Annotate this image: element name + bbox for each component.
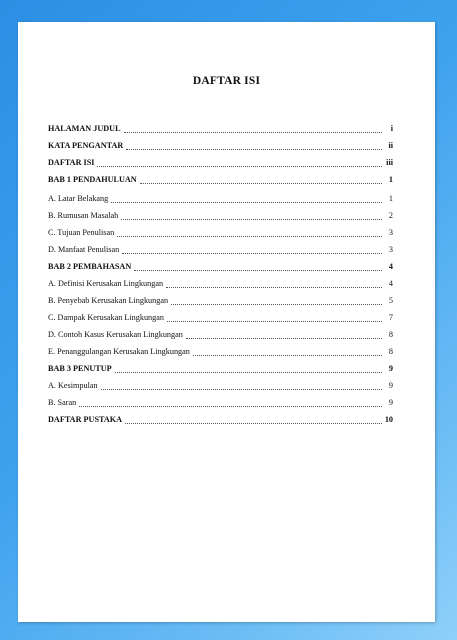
- dot-leader: [121, 219, 382, 220]
- toc-entry-page-number: 5: [388, 296, 393, 305]
- toc-entry: [48, 211, 393, 223]
- dot-leader: [124, 132, 382, 133]
- toc-entry: [48, 364, 393, 376]
- toc-entry-page-number: i: [390, 124, 393, 133]
- toc-entry-page-number: 3: [388, 245, 393, 254]
- toc-entry: [48, 398, 393, 410]
- toc-entry: [48, 194, 393, 206]
- toc-entry: [48, 175, 393, 187]
- toc-entry-label: BAB 3 PENUTUP: [48, 364, 112, 373]
- dot-leader: [101, 389, 382, 390]
- dot-leader: [140, 183, 382, 184]
- dot-leader: [134, 270, 382, 271]
- toc-entry-page-number: 8: [388, 330, 393, 339]
- dot-leader: [97, 166, 382, 167]
- dot-leader: [167, 321, 382, 322]
- toc-entry: [48, 381, 393, 393]
- toc-entry-page-number: 8: [388, 347, 393, 356]
- dot-leader: [193, 355, 382, 356]
- dot-leader: [171, 304, 382, 305]
- toc-entry: [48, 347, 393, 359]
- dot-leader: [186, 338, 382, 339]
- toc-entry-label: C. Dampak Kerusakan Lingkungan: [48, 313, 164, 322]
- toc-entry: [48, 228, 393, 240]
- toc-entry-page-number: 9: [388, 364, 393, 373]
- dot-leader: [126, 149, 382, 150]
- toc-entry-label: D. Manfaat Penulisan: [48, 245, 120, 254]
- toc-entry-label: DAFTAR ISI: [48, 158, 95, 167]
- toc-entry-label: A. Latar Belakang: [48, 194, 109, 203]
- toc-entry-page-number: iii: [386, 158, 393, 167]
- toc-entry-label: HALAMAN JUDUL: [48, 124, 121, 133]
- toc-entry-page-number: 7: [388, 313, 393, 322]
- toc-entry-label: B. Penyebab Kerusakan Lingkungan: [48, 296, 169, 305]
- toc-entry: [48, 245, 393, 257]
- toc-entry-page-number: 4: [388, 262, 393, 271]
- dot-leader: [125, 423, 382, 424]
- toc-entry: [48, 330, 393, 342]
- toc-entry-label: B. Rumusan Masalah: [48, 211, 119, 220]
- toc-entry-label: E. Penanggulangan Kerusakan Lingkungan: [48, 347, 190, 356]
- document-page: [18, 22, 435, 622]
- dot-leader: [79, 406, 382, 407]
- toc-entry: [48, 141, 393, 153]
- toc-entry: [48, 415, 393, 427]
- dot-leader: [122, 253, 382, 254]
- dot-leader: [115, 372, 382, 373]
- toc-entry: [48, 296, 393, 308]
- toc-entry-label: KATA PENGANTAR: [48, 141, 124, 150]
- toc-entry-label: B. Saran: [48, 398, 77, 407]
- toc-entry: [48, 262, 393, 274]
- toc-entry: [48, 158, 393, 170]
- toc-entry-label: DAFTAR PUSTAKA: [48, 415, 123, 424]
- toc-entry: [48, 124, 393, 136]
- toc-entry-page-number: 1: [388, 194, 393, 203]
- toc-entry-page-number: 9: [388, 381, 393, 390]
- toc-entry-label: BAB 2 PEMBAHASAN: [48, 262, 132, 271]
- toc-entry-label: BAB 1 PENDAHULUAN: [48, 175, 137, 184]
- toc-entry-page-number: 10: [384, 415, 393, 424]
- toc-entry: [48, 279, 393, 291]
- dot-leader: [111, 202, 382, 203]
- toc-entry-label: D. Contoh Kasus Kerusakan Lingkungan: [48, 330, 183, 339]
- toc-entry-label: C. Tujuan Penulisan: [48, 228, 115, 237]
- toc-entry-page-number: 2: [388, 211, 393, 220]
- toc-entry-page-number: 1: [388, 175, 393, 184]
- toc-entry-label: A. Definisi Kerusakan Lingkungan: [48, 279, 164, 288]
- toc-entry-page-number: 4: [388, 279, 393, 288]
- dot-leader: [166, 287, 382, 288]
- toc-entry-label: A. Kesimpulan: [48, 381, 98, 390]
- toc-entry-page-number: ii: [388, 141, 393, 150]
- toc-entry: [48, 313, 393, 325]
- toc-entry-page-number: 3: [388, 228, 393, 237]
- toc-entry-page-number: 9: [388, 398, 393, 407]
- page-title: DAFTAR ISI: [192, 75, 261, 87]
- dot-leader: [117, 236, 382, 237]
